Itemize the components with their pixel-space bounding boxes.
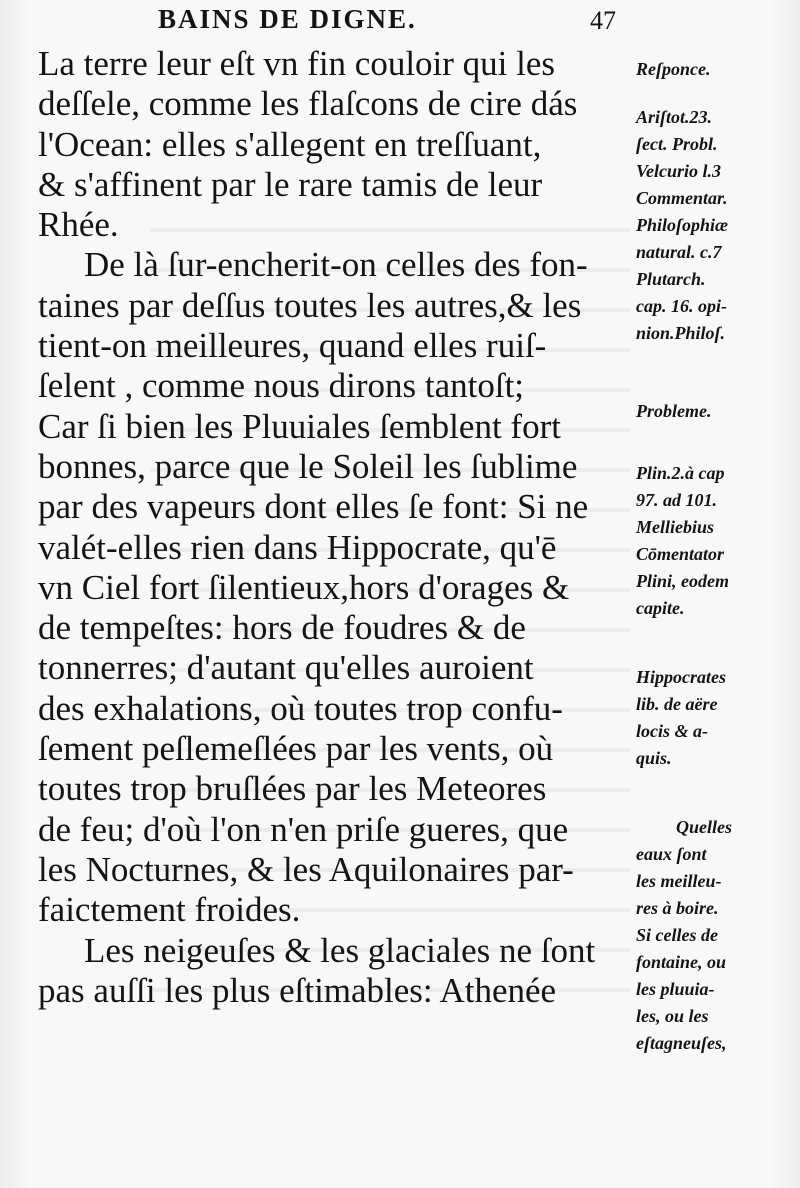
margin-line: capite. [636,598,685,618]
text-line: valét-elles rien dans Hippocrate, qu'ē [38,527,557,567]
page-header [158,4,628,40]
margin-note-aristot [636,104,728,347]
margin-line: Probleme. [636,401,712,421]
text-line: vn Ciel fort ſilentieux,hors d'orages & [38,567,570,607]
margin-line: Quelles [676,817,732,837]
running-head: BAINS DE DIGNE. [158,4,417,34]
margin-line: lib. de aëre [636,694,718,714]
text-line: ſelent , comme nous dirons tantoſt; [38,366,525,406]
text-line: toutes trop bruſlées par les Meteores [38,769,547,809]
text-line: pas auſſi les plus eſtimables: Athenée [38,970,557,1010]
text-line: des exhalations, où toutes trop confu- [38,688,563,728]
text-line: les Nocturnes, & les Aquilonaires par- [38,849,574,889]
margin-line: les meilleu- [636,871,722,891]
margin-line: natural. c.7 [636,242,722,262]
text-line: deſſele, comme les flaſcons de cire dás [38,84,578,124]
margin-line: Philoſophiæ [636,215,729,235]
margin-line: nion.Philoſ. [636,323,726,343]
margin-note-hippocrates [636,664,726,772]
paragraph-start-line: Les neigeuſes & les glaciales ne ſont [84,930,596,970]
main-text-block [38,44,628,1011]
margin-line: Hippocrates [636,667,726,687]
text-line: tient-on meilleures, quand elles ruiſ- [38,326,547,366]
text-line: & s'affinent par le rare tamis de leur [38,164,543,204]
margin-line: ſect. Probl. [636,134,718,154]
text-line: Rhée. [38,205,119,245]
margin-line: les, ou les [636,1006,709,1026]
margin-line: Commentar. [636,188,728,208]
text-line: bonnes, parce que le Soleil les ſublime [38,446,578,486]
text-line: l'Ocean: elles s'allegent en treſſuant, [38,124,542,164]
text-line: de feu; d'où l'on n'en priſe gueres, que [38,809,569,849]
paragraph-start-line: De là ſur-encherit-on celles des fon- [84,245,588,285]
margin-note-responce [636,56,710,83]
margin-line: Plin.2.à cap [636,463,725,483]
text-line: de tempeſtes: hors de foudres & de [38,608,526,648]
margin-line: fontaine, ou [636,952,727,972]
text-line: ſement peſlemeſlées par les vents, où [38,729,554,769]
margin-line: Plutarch. [636,269,706,289]
margin-line: Cōmentator [636,544,725,564]
margin-note-plin [636,460,729,622]
margin-line: quis. [636,748,672,768]
text-line: Car ſi bien les Pluuiales ſemblent fort [38,406,561,446]
margin-line: Si celles de [636,925,718,945]
text-line: La terre leur eſt vn fin couloir qui les [38,44,556,83]
margin-line: les pluuia- [636,979,715,999]
margin-note-quelles-eaux [636,814,732,1057]
text-line: par des vapeurs dont elles ſe font: Si ne [38,487,589,527]
margin-line: locis & a- [636,721,708,741]
margin-line: 97. ad 101. [636,490,717,510]
margin-line: Velcurio l.3 [636,161,722,181]
margin-note-probleme [636,398,711,425]
margin-line: Reſponce. [636,59,711,79]
margin-line: eſtagneuſes, [636,1033,727,1053]
margin-line: cap. 16. opi- [636,296,727,316]
margin-line: Ariſtot.23. [636,107,713,127]
text-line: faictement froides. [38,890,301,930]
margin-line: Plini, eodem [636,571,729,591]
margin-line: Melliebius [636,517,715,537]
margin-line: eaux ſont [636,844,707,864]
margin-line: res à boire. [636,898,719,918]
text-line: taines par deſſus toutes les autres,& les [38,285,582,325]
page-number: 47 [590,6,616,35]
text-line: tonnerres; d'autant qu'elles auroient [38,648,534,688]
